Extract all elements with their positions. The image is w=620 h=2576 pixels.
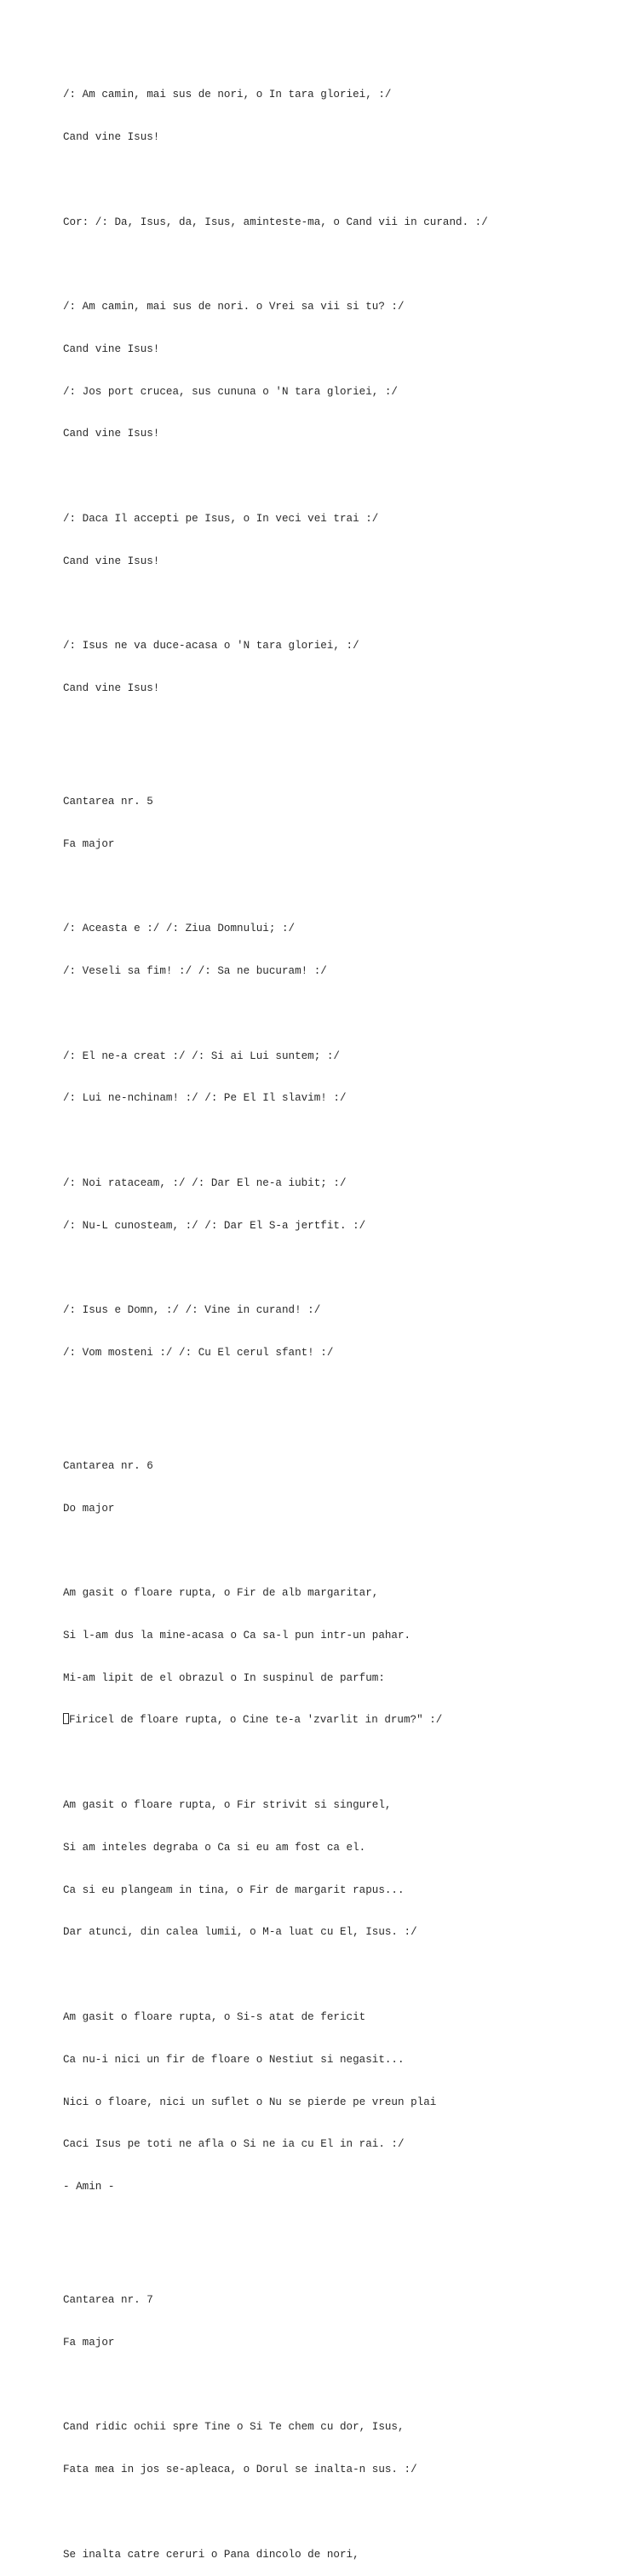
blank-line	[63, 1261, 608, 1275]
text-line: Cand vine Isus!	[63, 555, 160, 567]
text-line: - Amin -	[63, 2181, 115, 2194]
blank-line	[63, 2378, 608, 2392]
song-key: Fa major	[63, 2336, 115, 2349]
text-line: Am gasit o floare rupta, o Fir de alb margaritar,	[63, 1587, 379, 1600]
chorus-line: Cor: /: Da, Isus, da, Isus, aminteste-ma, o Cand vii in curand. :/	[63, 216, 488, 228]
text-line: /: Nu-L cunosteam, :/ /: Dar El S-a jertfit. :/	[63, 1219, 366, 1232]
text-line: /: Veseli sa fim! :/ /: Sa ne bucuram! :/	[63, 965, 327, 977]
text-line: Si l-am dus la mine-acasa o Ca sa-l pun intr-un pahar.	[63, 1629, 411, 1642]
text-line-with-glyph	[63, 1713, 608, 1728]
document-page	[63, 60, 608, 2576]
blank-line	[63, 469, 608, 484]
text-line: Am gasit o floare rupta, o Fir strivit si singurel,	[63, 1799, 392, 1812]
text-line: Nici o floare, nici un suflet o Nu se pierde pe vreun plai	[63, 2096, 437, 2108]
text-line: Mi-am lipit de el obrazul o In suspinul de parfum:	[63, 1671, 385, 1684]
text-line: Si am inteles degraba o Ca si eu am fost ca el.	[63, 1841, 366, 1854]
song-key: Fa major	[63, 837, 115, 850]
text-line: /: Am camin, mai sus de nori. o Vrei sa vii si tu? :/	[63, 301, 405, 313]
text-line: Dar atunci, din calea lumii, o M-a luat cu El, Isus. :/	[63, 1926, 417, 1939]
text-line: Cand vine Isus!	[63, 342, 160, 355]
text-line: /: Lui ne-nchinam! :/ /: Pe El Il slavim! :/	[63, 1092, 347, 1105]
text-line: Am gasit o floare rupta, o Si-s atat de fericit	[63, 2010, 366, 2023]
blank-line	[63, 1756, 608, 1770]
text-line: Fata mea in jos se-apleaca, o Dorul se inalta-n sus. :/	[63, 2463, 417, 2475]
text-line: Se inalta catre ceruri o Pana dincolo de nori,	[63, 2548, 359, 2561]
text-line: Ca nu-i nici un fir de floare o Nestiut si negasit...	[63, 2053, 405, 2066]
song-title: Cantarea nr. 7	[63, 2293, 153, 2306]
blank-line	[63, 1968, 608, 1982]
blank-line	[63, 1007, 608, 1021]
blank-line	[63, 724, 608, 752]
text-line: /: Aceasta e :/ /: Ziua Domnului; :/	[63, 923, 296, 935]
text-line: /: Isus e Domn, :/ /: Vine in curand! :/	[63, 1304, 321, 1317]
text-line: /: Noi rataceam, :/ /: Dar El ne-a iubit; :/	[63, 1176, 347, 1189]
text-line: /: Vom mosteni :/ /: Cu El cerul sfant! :/	[63, 1347, 334, 1360]
song-title: Cantarea nr. 6	[63, 1459, 153, 1472]
blank-line	[63, 2222, 608, 2251]
text-line: Ca si eu plangeam in tina, o Fir de margarit rapus...	[63, 1883, 405, 1896]
text-line: /: Am camin, mai sus de nori, o In tara gloriei, :/	[63, 89, 392, 101]
text-line: /: Daca Il accepti pe Isus, o In veci vei trai :/	[63, 513, 379, 525]
song-key: Do major	[63, 1502, 115, 1515]
text-line: Cand vine Isus!	[63, 682, 160, 695]
text-line: /: Jos port crucea, sus cununa o 'N tara gloriei, :/	[63, 385, 398, 398]
song-title: Cantarea nr. 5	[63, 795, 153, 808]
text-line: Cand vine Isus!	[63, 130, 160, 143]
text-line: /: El ne-a creat :/ /: Si ai Lui suntem; :/	[63, 1049, 340, 1062]
blank-line	[63, 257, 608, 272]
text-line: Caci Isus pe toti ne afla o Si ne ia cu El in rai. :/	[63, 2138, 405, 2151]
text-line-content: Firicel de floare rupta, o Cine te-a 'zvarlit in drum?" :/	[69, 1714, 443, 1727]
blank-line	[63, 1544, 608, 1558]
text-line: /: Isus ne va duce-acasa o 'N tara gloriei, :/	[63, 640, 359, 653]
blank-line	[63, 879, 608, 894]
blank-line	[63, 1134, 608, 1148]
text-line: Cand ridic ochii spre Tine o Si Te chem cu dor, Isus,	[63, 2421, 405, 2434]
blank-line	[63, 1389, 608, 1417]
blank-line	[63, 597, 608, 612]
blank-line	[63, 173, 608, 187]
blank-line	[63, 2505, 608, 2520]
text-line: Cand vine Isus!	[63, 428, 160, 440]
missing-glyph-icon	[63, 1713, 69, 1724]
